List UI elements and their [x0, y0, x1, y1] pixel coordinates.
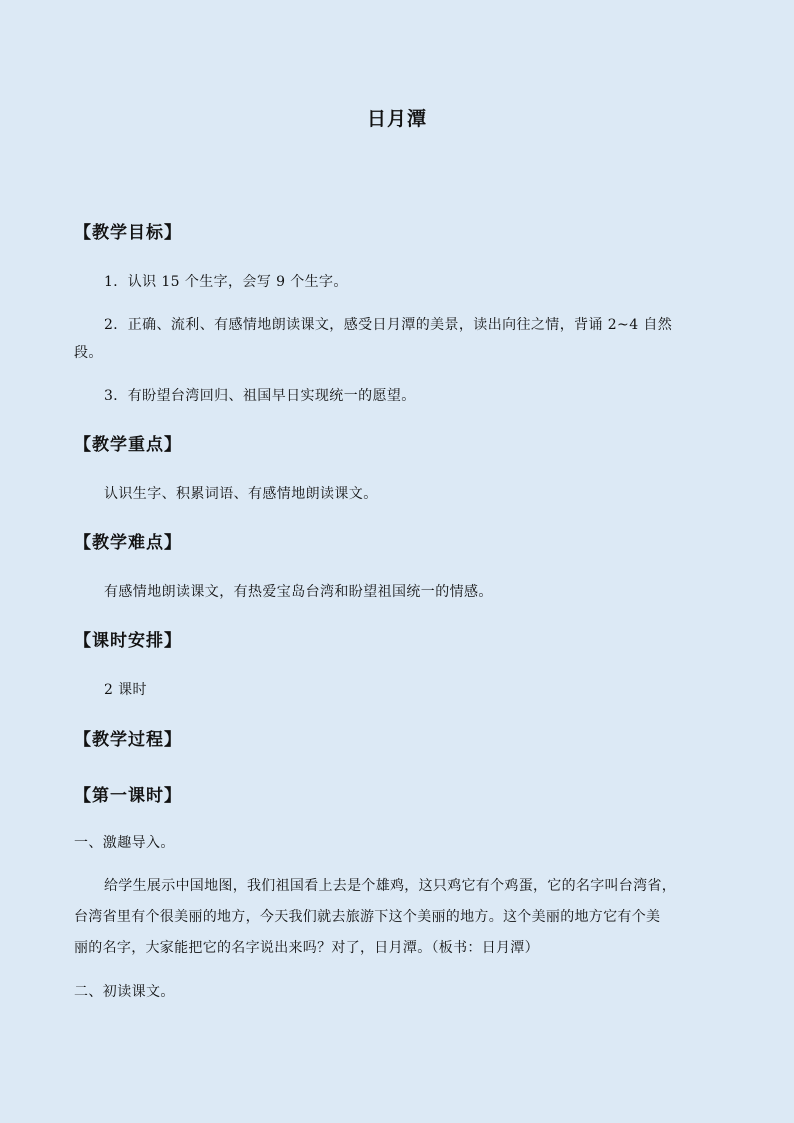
- step-2-heading: 二、初读课文。: [74, 984, 175, 1000]
- goal-item-2: 2．正确、流利、有感情地朗读课文，感受日月潭的美景，读出向往之情，背诵 2~4 自然: [104, 317, 673, 333]
- heading-difficulties: 【教学难点】: [74, 533, 182, 553]
- difficulties-text: 有感情地朗读课文，有热爱宝岛台湾和盼望祖国统一的情感。: [104, 584, 493, 600]
- step-1-heading: 一、激趣导入。: [74, 835, 175, 851]
- step-1-line-1: 给学生展示中国地图，我们祖国看上去是个雄鸡，这只鸡它有个鸡蛋，它的名字叫台湾省，: [104, 878, 676, 894]
- heading-key-points: 【教学重点】: [74, 435, 182, 455]
- heading-schedule: 【课时安排】: [74, 631, 182, 651]
- goal-item-3: 3．有盼望台湾回归、祖国早日实现统一的愿望。: [104, 388, 416, 404]
- goal-item-1: 1．认识 15 个生字，会写 9 个生字。: [104, 274, 348, 290]
- heading-teaching-process: 【教学过程】: [74, 730, 182, 750]
- goal-item-2-continued: 段。: [74, 345, 103, 361]
- schedule-text: 2 课时: [104, 682, 147, 698]
- document-title: 日月潭: [366, 108, 427, 130]
- heading-lesson-1: 【第一课时】: [74, 786, 182, 806]
- step-1-paragraph: [74, 871, 726, 964]
- heading-teaching-goals: 【教学目标】: [74, 223, 182, 243]
- key-points-text: 认识生字、积累词语、有感情地朗读课文。: [104, 486, 378, 502]
- step-1-line-3: 丽的名字，大家能把它的名字说出来吗？对了，日月潭。（板书：日月潭）: [74, 940, 539, 956]
- step-1-line-2: 台湾省里有个很美丽的地方，今天我们就去旅游下这个美丽的地方。这个美丽的地方它有个美: [74, 909, 661, 925]
